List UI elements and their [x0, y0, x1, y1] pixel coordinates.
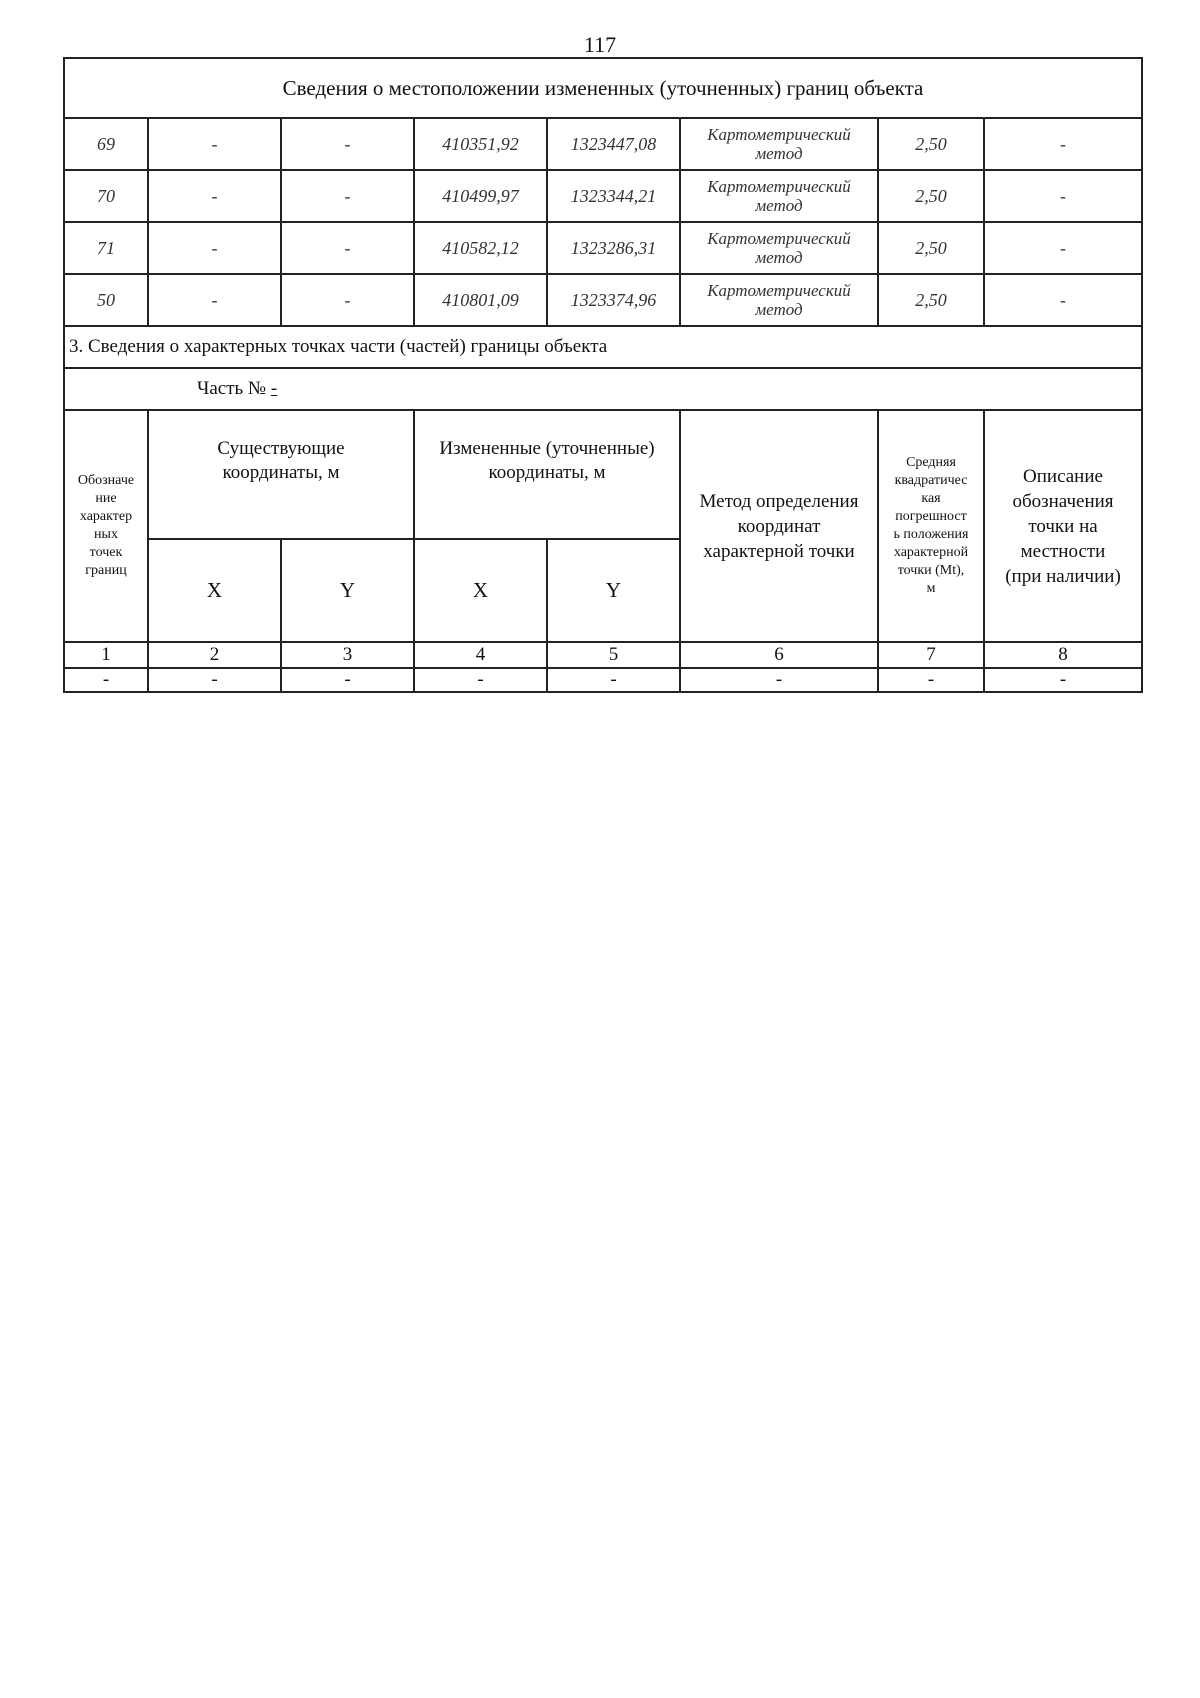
method-line-1: Картометрический [707, 177, 851, 196]
header-existing-y: Y [281, 539, 414, 642]
header-existing-coordinates [148, 410, 414, 539]
table-row [64, 170, 1142, 222]
cell-point-number: 71 [64, 222, 148, 274]
cell-existing-x: - [148, 170, 281, 222]
header-line: координаты, м [222, 462, 340, 483]
section-3-title: 3. Сведения о характерных точках части (частей) границы объекта [64, 326, 1142, 368]
cell-existing-y: - [281, 222, 414, 274]
method-line-2: метод [755, 248, 803, 267]
header-line: точек [89, 545, 123, 560]
cell-changed-x: 410499,97 [414, 170, 547, 222]
cell-changed-y: 1323447,08 [547, 118, 680, 170]
header-line: Обозначе [77, 473, 135, 488]
header-line: местности [1020, 540, 1106, 562]
cell-point-number: 69 [64, 118, 148, 170]
header-line: кая [921, 491, 941, 506]
empty-data-row [64, 668, 1142, 692]
cell-existing-y: - [281, 170, 414, 222]
column-number: 3 [281, 642, 414, 668]
empty-cell: - [680, 668, 878, 692]
header-line: характерной точки [703, 540, 855, 562]
part-label: Часть № [197, 378, 271, 399]
column-number-row [64, 642, 1142, 668]
table-row [64, 274, 1142, 326]
table-title: Сведения о местоположении измененных (уточненных) границ объекта [64, 58, 1142, 118]
cell-method [680, 222, 878, 274]
header-line: Измененные (уточненные) [439, 438, 655, 459]
cell-description: - [984, 222, 1142, 274]
method-line-1: Картометрический [707, 125, 851, 144]
header-line: квадратичес [894, 473, 968, 488]
header-line: ных [94, 527, 118, 542]
method-line-2: метод [755, 144, 803, 163]
empty-cell: - [148, 668, 281, 692]
part-number [64, 368, 1142, 410]
column-number: 7 [878, 642, 984, 668]
cell-method [680, 170, 878, 222]
cell-point-number: 50 [64, 274, 148, 326]
header-line: точки на [1028, 515, 1098, 537]
empty-cell: - [547, 668, 680, 692]
header-line: Описание [1023, 465, 1103, 487]
header-changed-coordinates [414, 410, 680, 539]
column-number: 5 [547, 642, 680, 668]
header-description [984, 410, 1142, 642]
table-row [64, 222, 1142, 274]
header-changed-x: X [414, 539, 547, 642]
cell-accuracy: 2,50 [878, 118, 984, 170]
cell-existing-x: - [148, 222, 281, 274]
column-number: 6 [680, 642, 878, 668]
cell-changed-x: 410801,09 [414, 274, 547, 326]
cell-description: - [984, 170, 1142, 222]
header-existing-x: X [148, 539, 281, 642]
part-value: - [270, 378, 278, 399]
header-method [680, 410, 878, 642]
header-accuracy [878, 410, 984, 642]
cell-changed-x: 410351,92 [414, 118, 547, 170]
column-number: 1 [64, 642, 148, 668]
header-line: обозначения [1012, 490, 1114, 512]
cell-accuracy: 2,50 [878, 222, 984, 274]
cell-existing-y: - [281, 274, 414, 326]
header-line: м [926, 581, 936, 596]
cell-description: - [984, 118, 1142, 170]
cell-point-number: 70 [64, 170, 148, 222]
header-line: погрешност [895, 509, 967, 524]
method-line-2: метод [755, 300, 803, 319]
page-number: 117 [583, 32, 617, 57]
header-line: Средняя [906, 455, 956, 470]
cell-existing-x: - [148, 274, 281, 326]
empty-cell: - [281, 668, 414, 692]
header-line: (при наличии) [1005, 565, 1121, 587]
method-line-1: Картометрический [707, 281, 851, 300]
empty-cell: - [414, 668, 547, 692]
header-line: координат [737, 515, 821, 537]
method-line-1: Картометрический [707, 229, 851, 248]
cell-description: - [984, 274, 1142, 326]
cell-existing-y: - [281, 118, 414, 170]
column-number: 4 [414, 642, 547, 668]
cell-changed-y: 1323344,21 [547, 170, 680, 222]
cell-accuracy: 2,50 [878, 170, 984, 222]
header-line: ние [95, 491, 117, 506]
empty-cell: - [878, 668, 984, 692]
header-line: характер [79, 509, 133, 524]
column-number: 2 [148, 642, 281, 668]
cell-accuracy: 2,50 [878, 274, 984, 326]
header-line: Метод определения [699, 490, 859, 512]
cell-existing-x: - [148, 118, 281, 170]
cell-changed-y: 1323286,31 [547, 222, 680, 274]
empty-cell: - [984, 668, 1142, 692]
header-line: ь положения [893, 527, 969, 542]
method-line-2: метод [755, 196, 803, 215]
column-number: 8 [984, 642, 1142, 668]
cell-method [680, 118, 878, 170]
table-row [64, 118, 1142, 170]
cell-changed-x: 410582,12 [414, 222, 547, 274]
header-line: характерной [893, 545, 969, 560]
cell-method [680, 274, 878, 326]
header-point-designation [64, 410, 148, 642]
header-line: границ [85, 563, 127, 578]
header-line: координаты, м [488, 462, 606, 483]
boundary-points-table [63, 57, 1143, 693]
empty-cell: - [64, 668, 148, 692]
header-line: Существующие [217, 438, 345, 459]
header-line: точки (Mt), [897, 563, 965, 578]
cell-changed-y: 1323374,96 [547, 274, 680, 326]
header-changed-y: Y [547, 539, 680, 642]
